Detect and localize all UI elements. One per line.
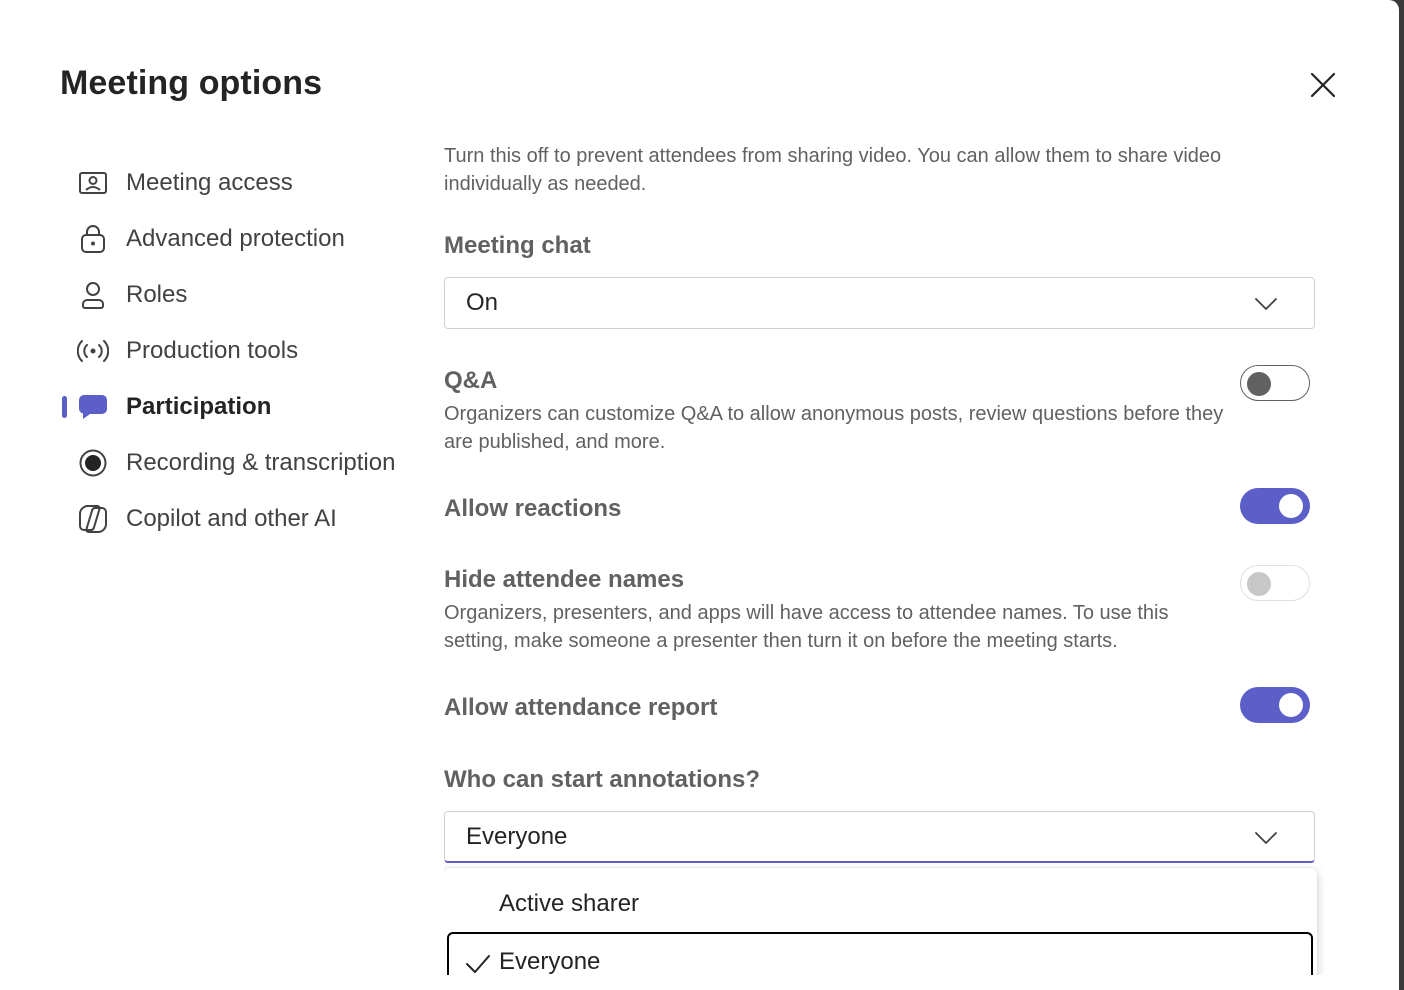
annotations-dropdown[interactable]: [444, 811, 1315, 863]
sidebar-nav: [60, 155, 420, 547]
annotations-listbox: [444, 868, 1317, 975]
close-button[interactable]: [1305, 67, 1341, 103]
hide-attendee-names-description: Organizers, presenters, and apps will have access to attendee names. To use this setting, make someone a presenter then turn it on before the meeting starts.: [444, 602, 1169, 652]
video-description: Turn this off to prevent attendees from sharing video. You can allow them to share video individually as needed.: [444, 145, 1222, 195]
meeting-chat-label: Meeting chat: [444, 232, 591, 259]
sidebar-item-label: Participation: [126, 393, 272, 420]
sidebar-item-roles[interactable]: [60, 267, 420, 323]
option-label: Active sharer: [499, 890, 640, 917]
toggle-knob: [1279, 494, 1303, 518]
meeting-chat-value: On: [466, 289, 499, 316]
qa-label: Q&A: [444, 367, 498, 394]
sidebar-item-copilot[interactable]: [60, 491, 420, 547]
checkmark-icon: [465, 951, 491, 975]
sidebar-item-label: Recording & transcription: [126, 449, 396, 476]
hide-attendee-names-label: Hide attendee names: [444, 566, 685, 593]
sidebar-item-production-tools[interactable]: [60, 323, 420, 379]
copilot-icon: [77, 503, 109, 535]
sidebar-item-meeting-access[interactable]: [60, 155, 420, 211]
qa-toggle[interactable]: [1240, 365, 1310, 401]
annotations-value: Everyone: [466, 822, 568, 850]
record-icon: [77, 447, 109, 479]
sidebar-item-advanced-protection[interactable]: [60, 211, 420, 267]
sidebar-item-label: Meeting access: [126, 169, 293, 196]
toggle-knob: [1279, 693, 1303, 717]
chevron-down-icon: [1254, 292, 1278, 316]
broadcast-icon: [77, 335, 109, 367]
sidebar-item-participation[interactable]: [60, 379, 420, 435]
attendance-report-toggle[interactable]: [1240, 687, 1310, 723]
sidebar-item-label: Roles: [126, 281, 188, 308]
sidebar-item-label: Copilot and other AI: [126, 505, 337, 532]
person-icon: [77, 279, 109, 311]
chat-bubble-icon: [77, 391, 109, 423]
allow-reactions-label: Allow reactions: [444, 495, 622, 522]
participation-settings: [444, 130, 1324, 975]
hide-attendee-names-toggle[interactable]: [1240, 565, 1310, 601]
toggle-knob: [1247, 372, 1271, 396]
option-active-sharer[interactable]: [444, 876, 1317, 934]
lock-icon: [77, 223, 109, 255]
sidebar-item-label: Production tools: [126, 337, 299, 364]
sidebar-item-recording[interactable]: [60, 435, 420, 491]
qa-description: Organizers can customize Q&A to allow anonymous posts, review questions before they are published, and more.: [444, 403, 1224, 453]
person-card-icon: [77, 167, 109, 199]
allow-reactions-toggle[interactable]: [1240, 488, 1310, 524]
option-everyone[interactable]: [447, 932, 1313, 975]
chevron-down-icon: [1254, 826, 1278, 850]
meeting-chat-dropdown[interactable]: [444, 277, 1315, 329]
dialog-title: Meeting options: [60, 64, 323, 102]
attendance-report-label: Allow attendance report: [444, 694, 718, 721]
option-label: Everyone: [499, 948, 601, 975]
sidebar-item-label: Advanced protection: [126, 225, 345, 252]
toggle-knob: [1247, 572, 1271, 596]
active-indicator: [62, 396, 67, 418]
annotations-label: Who can start annotations?: [444, 766, 761, 793]
close-icon: [1310, 72, 1336, 98]
